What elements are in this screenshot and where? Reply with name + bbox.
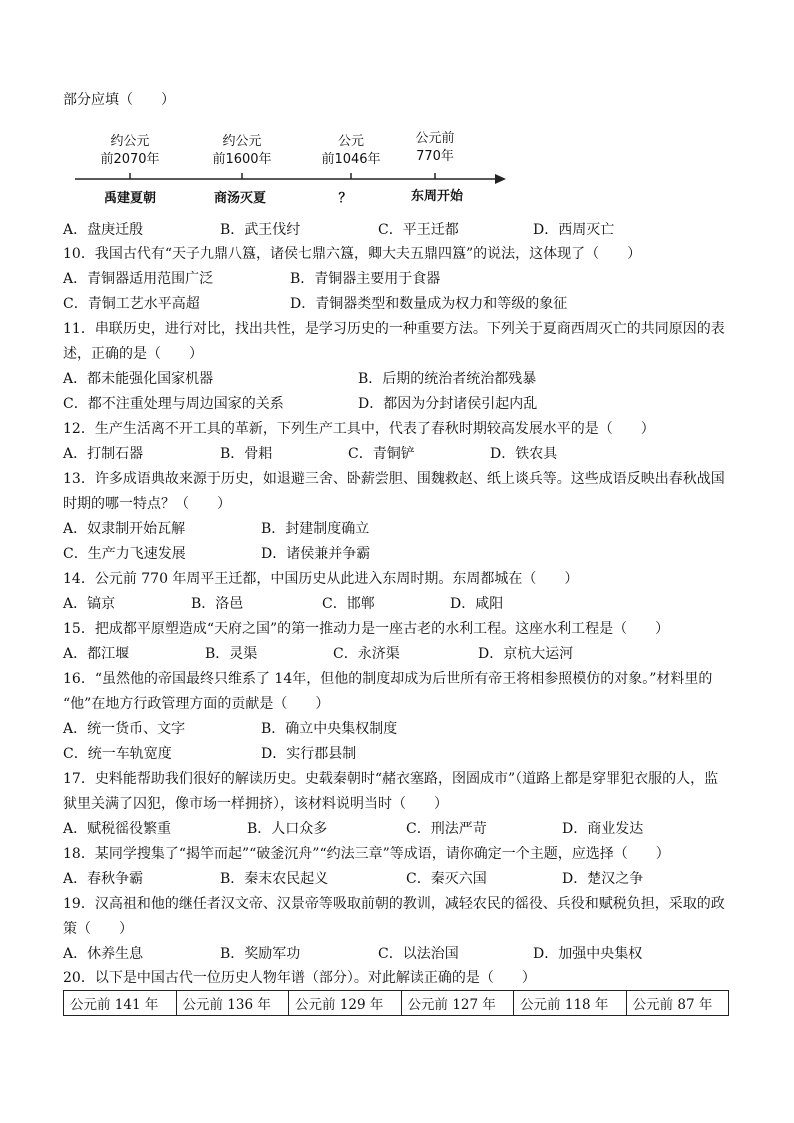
q14-option-d[interactable]: D．咸阳 <box>450 596 504 612</box>
timeline-mark-1-bottom: 前2070年 <box>100 152 160 167</box>
q12-option-c[interactable]: C．青铜铲 <box>348 446 415 462</box>
q10-option-b[interactable]: B．青铜器主要用于食器 <box>290 271 441 287</box>
timeline-axis <box>70 170 510 186</box>
table-cell: 公元前 127 年 <box>401 991 514 1016</box>
q14-option-a[interactable]: A．镐京 <box>63 596 116 612</box>
timeline-event-4: 东周开始 <box>410 189 463 204</box>
q19-option-d[interactable]: D．加强中央集权 <box>533 946 643 962</box>
q14-stem: 14．公元前 770 年周平王迁都，中国历史从此进入东周时期。东周都城在（ ） <box>63 571 579 587</box>
q15-option-a[interactable]: A．都江堰 <box>63 646 130 662</box>
q16-stem-line1: 16．“虽然他的帝国最终只维系了 14年，但他的制度却成为后世所有帝王将相参照模仿的对象。”材料里的 <box>63 671 713 687</box>
q17-option-d[interactable]: D．商业发达 <box>562 821 644 837</box>
q13-stem-line2: 时期的哪一特点？（ ） <box>63 496 231 512</box>
q17-option-a[interactable]: A．赋税徭役繁重 <box>63 821 172 837</box>
timeline-mark-2-bottom: 前1600年 <box>212 152 272 167</box>
timeline-mark-1-top: 约公元 <box>110 134 150 149</box>
q15-stem: 15．把成都平原塑造成“天府之国”的第一推动力是一座古老的水利工程。这座水利工程是（ ） <box>63 621 670 637</box>
q12-option-d[interactable]: D．铁农具 <box>490 446 558 462</box>
chronology-table <box>63 990 729 1016</box>
q16-stem-line2: “他”在地方行政管理方面的贡献是（ ） <box>63 696 330 712</box>
q10-option-a[interactable]: A．青铜器适用范围广泛 <box>63 271 214 287</box>
table-cell: 公元前 87 年 <box>626 991 728 1016</box>
q9-stem: 部分应填（ ） <box>63 92 175 108</box>
q16-option-b[interactable]: B．确立中央集权制度 <box>261 721 398 737</box>
q10-stem: 10．我国古代有“天子九鼎八簋，诸侯七鼎六簋，卿大夫五鼎四簋”的说法，这体现了（ ） <box>63 246 642 262</box>
timeline-mark-2-top: 约公元 <box>222 134 262 149</box>
table-cell: 公元前 141 年 <box>64 991 177 1016</box>
q9-option-c[interactable]: C．平王迁都 <box>378 222 459 238</box>
q17-option-b[interactable]: B．人口众多 <box>247 821 328 837</box>
q19-stem-line2: 策（ ） <box>63 921 133 937</box>
timeline-mark-4-top: 公元前 <box>415 131 455 146</box>
q16-option-a[interactable]: A．统一货币、文字 <box>63 721 186 737</box>
timeline-mark-3-top: 公元 <box>337 134 364 149</box>
q18-stem: 18．某同学搜集了“揭竿而起”“破釜沉舟”“约法三章”等成语，请你确定一个主题，应选择（ ） <box>63 846 670 862</box>
q15-option-c[interactable]: C．永济渠 <box>333 646 400 662</box>
q10-option-c[interactable]: C．青铜工艺水平高超 <box>63 296 200 312</box>
q12-option-a[interactable]: A．打制石器 <box>63 446 144 462</box>
timeline-mark-4-bottom: 770年 <box>416 149 454 164</box>
q11-stem-line1: 11．串联历史，进行对比，找出共性，是学习历史的一种重要方法。下列关于夏商西周灭亡的共同原因的表 <box>63 321 725 337</box>
q17-stem-line1: 17．史料能帮助我们很好的解读历史。史载秦朝时“赭衣塞路，囹圄成市”（道路上都是穿罪犯衣服的人，监 <box>63 771 719 787</box>
timeline-event-3: ？ <box>338 191 352 206</box>
table-row <box>64 991 729 1016</box>
q11-option-c[interactable]: C．都不注重处理与周边国家的关系 <box>63 396 284 412</box>
q11-option-a[interactable]: A．都未能强化国家机器 <box>63 371 214 387</box>
q11-stem-line2: 述，正确的是（ ） <box>63 346 203 362</box>
table-cell: 公元前 136 年 <box>176 991 289 1016</box>
q9-option-a[interactable]: A．盘庚迁殷 <box>63 222 144 238</box>
q19-option-c[interactable]: C．以法治国 <box>378 946 459 962</box>
q11-option-b[interactable]: B．后期的统治者统治都残暴 <box>358 371 537 387</box>
q18-option-c[interactable]: C．秦灭六国 <box>406 871 487 887</box>
q18-option-a[interactable]: A．春秋争霸 <box>63 871 144 887</box>
q17-stem-line2: 狱里关满了囚犯，像市场一样拥挤），该材料说明当时（ ） <box>63 796 448 812</box>
q11-option-d[interactable]: D．都因为分封诸侯引起内乱 <box>358 396 538 412</box>
q13-option-c[interactable]: C．生产力飞速发展 <box>63 546 186 562</box>
q16-option-d[interactable]: D．实行郡县制 <box>261 746 357 762</box>
q15-option-b[interactable]: B．灵渠 <box>205 646 258 662</box>
q19-option-b[interactable]: B．奖励军功 <box>220 946 301 962</box>
q13-option-d[interactable]: D．诸侯兼并争霸 <box>261 546 371 562</box>
q12-stem: 12．生产生活离不开工具的革新，下列生产工具中，代表了春秋时期较高发展水平的是（ ） <box>63 421 655 437</box>
q18-option-b[interactable]: B．秦末农民起义 <box>220 871 329 887</box>
q18-option-d[interactable]: D．楚汉之争 <box>562 871 644 887</box>
q17-option-c[interactable]: C．刑法严苛 <box>406 821 487 837</box>
q14-option-c[interactable]: C．邯郸 <box>322 596 375 612</box>
q16-option-c[interactable]: C．统一车轨宽度 <box>63 746 172 762</box>
q12-option-b[interactable]: B．骨耜 <box>220 446 273 462</box>
q15-option-d[interactable]: D．京杭大运河 <box>478 646 574 662</box>
q9-option-b[interactable]: B．武王伐纣 <box>220 222 301 238</box>
q13-option-a[interactable]: A．奴隶制开始瓦解 <box>63 521 186 537</box>
table-cell: 公元前 129 年 <box>289 991 402 1016</box>
table-cell: 公元前 118 年 <box>514 991 627 1016</box>
q13-option-b[interactable]: B．封建制度确立 <box>261 521 370 537</box>
timeline-event-2: 商汤灭夏 <box>213 191 266 206</box>
q10-option-d[interactable]: D．青铜器类型和数量成为权力和等级的象征 <box>290 296 568 312</box>
q20-stem: 20．以下是中国古代一位历史人物年谱（部分）。对此解读正确的是（ ） <box>63 970 536 986</box>
q14-option-b[interactable]: B．洛邑 <box>191 596 244 612</box>
q19-option-a[interactable]: A．休养生息 <box>63 946 144 962</box>
timeline-mark-3-bottom: 前1046年 <box>321 152 381 167</box>
q19-stem-line1: 19．汉高祖和他的继任者汉文帝、汉景帝等吸取前朝的教训，减轻农民的徭役、兵役和赋税负担，采取的政 <box>63 896 725 912</box>
timeline-event-1: 禹建夏朝 <box>103 191 156 206</box>
q9-option-d[interactable]: D．西周灭亡 <box>533 222 615 238</box>
q13-stem-line1: 13．许多成语典故来源于历史，如退避三舍、卧薪尝胆、围魏救赵、纸上谈兵等。这些成语反映出春秋战国 <box>63 471 725 487</box>
